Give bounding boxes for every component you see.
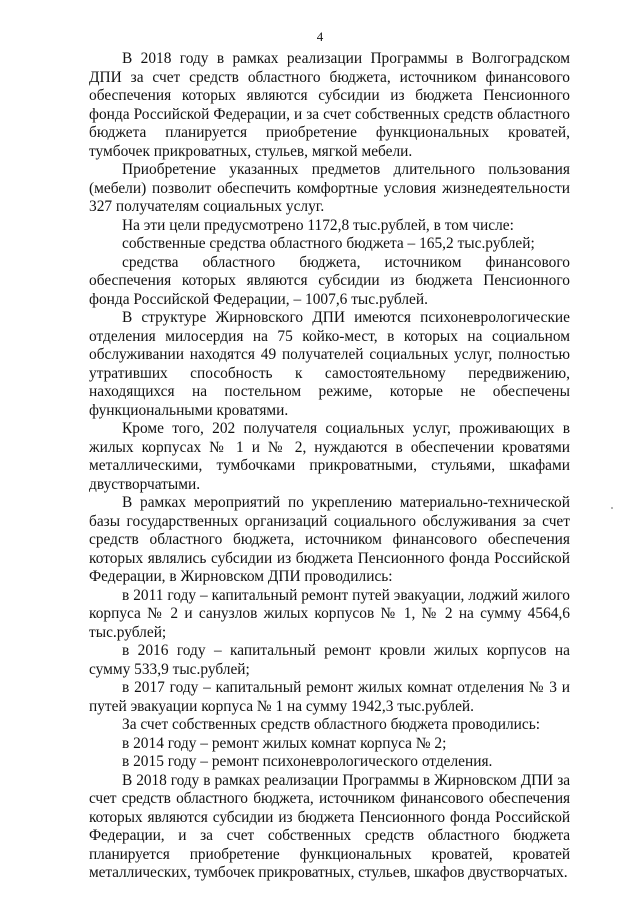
paragraph-volgograd-2018-plan: В 2018 году в рамках реализации Программы в Волгоградском ДПИ за счет средств областного бюджета, источником финансового обеспечения которых являются субсидии из бюджета Пенсионного фонда Российской Федерации, и за счет собственных средств областного бюджета планируется приобретение функциональных кроватей, тумбочек прикроватных, стульев, мягкой мебели. — [89, 50, 570, 160]
paragraph-repairs-2017: в 2017 году – капитальный ремонт жилых комнат отделения № 3 и путей эвакуации корпуса № 1 на сумму 1942,3 тыс.рублей. — [89, 679, 570, 715]
paragraph-pension-fund-subsidy: средства областного бюджета, источником финансового обеспечения которых являются субсидии из бюджета Пенсионного фонда Российской Федерации, – 1007,6 тыс.рублей. — [89, 253, 570, 308]
paragraph-funding-total: На эти цели предусмотрено 1172,8 тыс.рублей, в том числе: — [122, 216, 514, 234]
paragraph-repairs-2015: в 2015 году – ремонт психоневрологического отделения. — [122, 753, 493, 770]
document-body — [89, 50, 570, 883]
paragraph-furniture-benefit: Приобретение указанных предметов длительного пользования (мебели) позволит обеспечить комфортные условия жизнедеятельности 327 получателям социальных услуг. — [89, 161, 570, 215]
paragraph-zhirnovsky-structure: В структуре Жирновского ДПИ имеются психоневрологические отделения милосердия на 75 койко-мест, в которых на социальном обслуживании находятся 49 получателей социальных услуг, полностью утративших способность к самостоятельному передвижению, находящихся на постельном режиме, которые не обеспечены функциональными кроватями. — [89, 309, 570, 419]
paragraph-additional-recipients: Кроме того, 202 получателя социальных услуг, проживающих в жилых корпусах № 1 и № 2, нуждаются в обеспечении кроватями металлическими, тумбочками прикроватными, стульями, шкафами двустворчатыми. — [89, 420, 570, 493]
scan-speck — [611, 507, 613, 509]
paragraph-infrastructure-measures: В рамках мероприятий по укреплению материально-технической базы государственных организаций социального обслуживания за счет средств областного бюджета, источником финансового обеспечения которых являлись субсидии из бюджета Пенсионного фонда Российской Федерации, в Жирновском ДПИ проводились: — [89, 494, 570, 585]
paragraph-own-funds-repairs: За счет собственных средств областного бюджета проводились: — [122, 716, 540, 733]
paragraph-repairs-2011: в 2011 году – капитальный ремонт путей эвакуации, лоджий жилого корпуса № 2 и санузлов жилых корпусов № 1, № 2 на сумму 4564,6 тыс.рублей; — [89, 586, 570, 641]
paragraph-repairs-2014: в 2014 году – ремонт жилых комнат корпуса № 2; — [122, 734, 447, 752]
page-number: 4 — [316, 29, 324, 44]
paragraph-regional-own-funds: собственные средства областного бюджета – 165,2 тыс.рублей; — [122, 235, 535, 252]
paragraph-repairs-2016: в 2016 году – капитальный ремонт кровли жилых корпусов на сумму 533,9 тыс.рублей; — [89, 642, 570, 678]
paragraph-zhirnovsky-2018-plan: В 2018 году в рамках реализации Программы в Жирновском ДПИ за счет средств областного бюджета, источником финансового обеспечения которых являются субсидии из бюджета Пенсионного фонда Российской Федерации, и за счет собственных средств областного бюджета планируется приобретение функциональных кроватей, кроватей металлических, тумбочек прикроватных, стульев, шкафов двустворчатых. — [89, 771, 570, 881]
